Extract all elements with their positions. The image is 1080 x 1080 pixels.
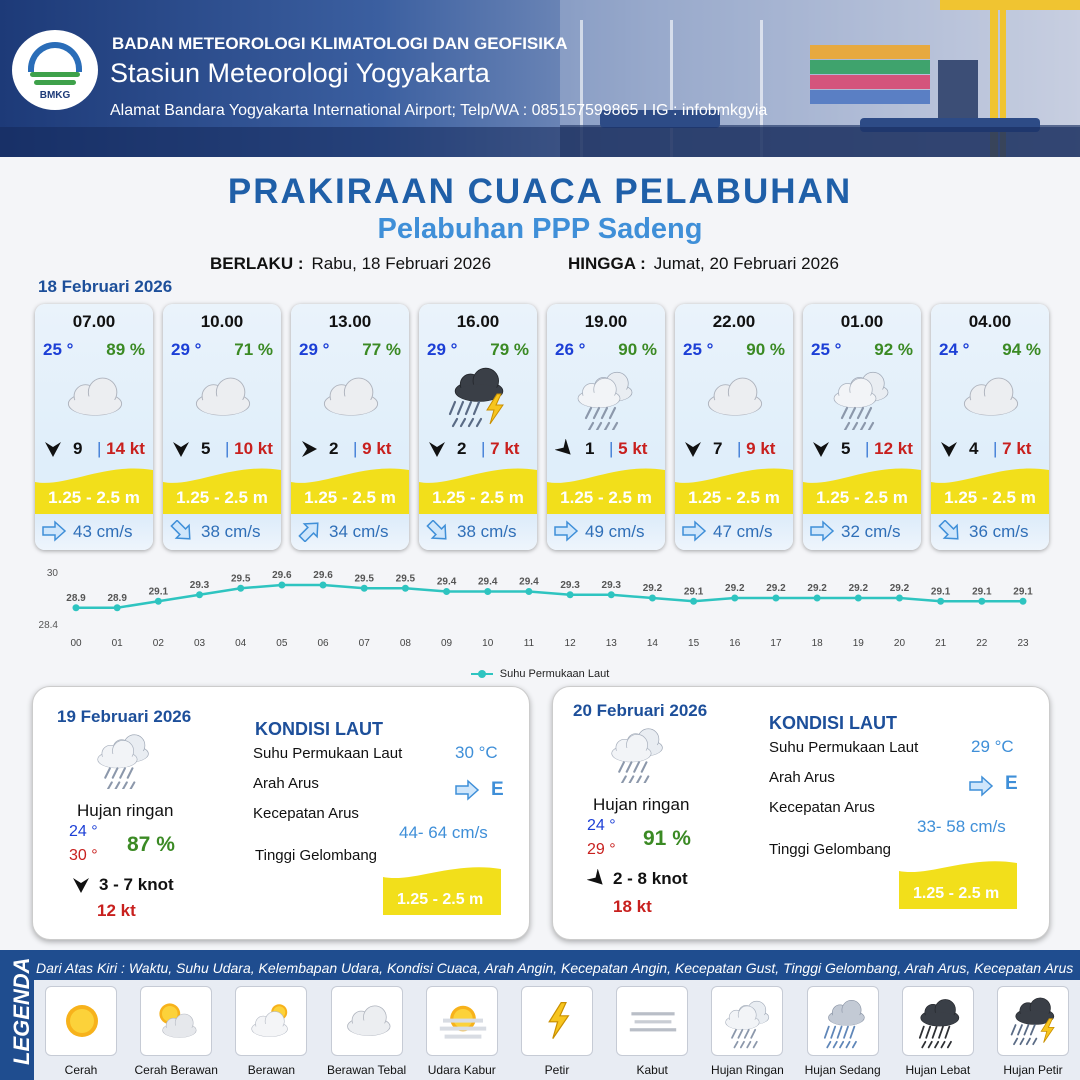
forecast-temp: 24 °	[939, 340, 970, 359]
x-tick-label: 11	[523, 638, 535, 649]
forecast-card	[35, 304, 153, 550]
x-tick-label: 15	[688, 638, 700, 649]
data-point	[73, 604, 80, 611]
hujan-ringan-icon	[720, 993, 776, 1049]
data-label: 29.1	[972, 586, 992, 598]
gelombang-label: Tinggi Gelombang	[769, 841, 892, 858]
wind-speed: 7	[713, 439, 723, 458]
series-line	[76, 585, 1023, 608]
wind-gust: | 12 kt	[865, 439, 913, 458]
panel-temp-max: 29 °	[587, 841, 616, 858]
wave-height: 1.25 - 2.5 m	[176, 488, 268, 507]
legend-item	[45, 986, 117, 1056]
current-speed: 32 cm/s	[841, 522, 901, 541]
hujan-petir-icon	[1006, 993, 1062, 1049]
legend-item	[426, 986, 498, 1056]
current-arrow-icon	[297, 520, 323, 542]
data-label: 29.1	[1013, 586, 1033, 598]
x-tick-label: 23	[1017, 638, 1029, 649]
forecast-temp: 25 °	[683, 340, 714, 359]
data-point	[525, 588, 532, 595]
forecast-temp: 29 °	[427, 340, 458, 359]
day1-date: 18 Februari 2026	[38, 277, 173, 296]
data-point	[978, 598, 985, 605]
hujan-ringan-icon	[827, 364, 897, 430]
forecast-temp: 25 °	[43, 340, 74, 359]
cerah-icon	[54, 993, 110, 1049]
current-arrow-icon	[809, 520, 835, 542]
legend-item-label: Hujan Sedang	[804, 1063, 881, 1077]
legend-item-label: Berawan Tebal	[327, 1063, 407, 1077]
forecast-humidity: 71 %	[234, 340, 273, 359]
data-point	[402, 585, 409, 592]
kondisi-laut-heading: KONDISI LAUT	[769, 713, 897, 733]
sst-label: Suhu Permukaan Laut	[769, 739, 919, 756]
forecast-humidity: 92 %	[874, 340, 913, 359]
current-arrow-icon	[453, 779, 481, 801]
data-point	[896, 595, 903, 602]
wave-height: 1.25 - 2.5 m	[816, 488, 908, 507]
wind-row	[939, 438, 1043, 460]
data-point	[114, 604, 121, 611]
current-speed: 47 cm/s	[713, 522, 773, 541]
wind-arrow-icon	[587, 869, 607, 889]
wind-row	[299, 438, 403, 460]
legend-vertical-label: LEGENDA	[9, 957, 34, 1065]
y-tick-label: 30	[46, 568, 58, 579]
legend-item-label: Udara Kabur	[427, 1063, 496, 1077]
panel-temp-min: 24 °	[69, 823, 98, 840]
x-tick-label: 01	[111, 638, 123, 649]
arus-label: Arah Arus	[769, 769, 835, 786]
legend-item-label: Petir	[544, 1063, 570, 1077]
wave-height: 1.25 - 2.5 m	[304, 488, 396, 507]
data-label: 29.2	[766, 583, 786, 594]
wind-row	[683, 438, 787, 460]
data-point	[196, 591, 203, 598]
kabut-icon	[625, 993, 681, 1049]
gelombang-value: 1.25 - 2.5 m	[913, 885, 1000, 902]
data-point	[155, 598, 162, 605]
forecast-time: 10.00	[200, 312, 244, 331]
data-label: 29.1	[148, 586, 169, 598]
data-point	[1020, 598, 1027, 605]
data-label: 29.6	[272, 570, 292, 581]
panel-condition: Hujan ringan	[593, 795, 690, 814]
current-speed: 43 cm/s	[73, 522, 133, 541]
data-point	[567, 591, 574, 598]
hujan-sedang-icon	[816, 993, 872, 1049]
forecast-card	[419, 304, 537, 550]
wind-arrow-icon	[171, 439, 191, 459]
wave-height: 1.25 - 2.5 m	[688, 488, 780, 507]
x-tick-label: 10	[482, 638, 494, 649]
forecast-card	[163, 304, 281, 550]
forecast-humidity: 90 %	[746, 340, 785, 359]
current-arrow-icon	[425, 520, 451, 542]
panel-temp-min: 24 °	[587, 817, 616, 834]
data-point	[649, 595, 656, 602]
sst-label: Suhu Permukaan Laut	[253, 745, 403, 762]
data-label: 29.3	[601, 579, 621, 591]
data-point	[237, 585, 244, 592]
wind-speed: 1	[585, 439, 595, 458]
bmkg-logo: BMKG	[12, 30, 98, 110]
legend-item-label: Kabut	[636, 1063, 668, 1077]
gelombang-label: Tinggi Gelombang	[255, 847, 378, 864]
panel-humidity: 87 %	[127, 833, 175, 856]
wind-gust: | 9 kt	[353, 439, 392, 458]
wind-gust: | 9 kt	[737, 439, 776, 458]
forecast-humidity: 90 %	[618, 340, 657, 359]
wind-arrow-icon	[71, 875, 91, 895]
x-tick-label: 06	[317, 638, 329, 649]
data-point	[855, 595, 862, 602]
panel-humidity: 91 %	[643, 827, 691, 850]
wind-arrow-icon	[811, 439, 831, 459]
forecast-time: 16.00	[456, 312, 500, 331]
sst-value: 29 °C	[971, 737, 1014, 756]
current-speed: 36 cm/s	[969, 522, 1029, 541]
kecepatan-value: 33- 58 cm/s	[917, 817, 1006, 836]
wind-gust: | 5 kt	[609, 439, 648, 458]
x-tick-label: 22	[976, 638, 988, 649]
hujan-petir-icon	[443, 364, 513, 430]
gelombang-value: 1.25 - 2.5 m	[397, 891, 484, 908]
data-point	[484, 588, 491, 595]
data-label: 29.3	[560, 579, 580, 591]
wind-arrow-icon	[939, 439, 959, 459]
data-label: 29.5	[230, 573, 251, 585]
legend-item	[331, 986, 403, 1056]
kondisi-laut-heading: KONDISI LAUT	[255, 719, 383, 739]
current-arrow-icon	[169, 520, 195, 542]
forecast-card	[547, 304, 665, 550]
data-point	[690, 598, 697, 605]
forecast-humidity: 77 %	[362, 340, 401, 359]
station-name: Stasiun Meteorologi Yogyakarta	[110, 58, 490, 88]
data-label: 29.1	[930, 586, 951, 598]
station-address: Alamat Bandara Yogyakarta International Airport; Telp/WA : 085157599865 I IG : infobmkgyia	[110, 102, 768, 119]
data-label: 29.2	[725, 583, 745, 594]
x-tick-label: 00	[70, 638, 82, 649]
wind-arrow-icon	[683, 439, 703, 459]
berawan-tebal-icon	[955, 364, 1025, 430]
data-point	[731, 595, 738, 602]
panel-date: 20 Februari 2026	[573, 701, 708, 720]
current-speed: 38 cm/s	[201, 522, 261, 541]
wind-row	[427, 438, 531, 460]
petir-icon	[530, 993, 586, 1049]
legend-marker-icon	[471, 673, 493, 675]
panel-date: 19 Februari 2026	[57, 707, 192, 726]
forecast-time: 04.00	[968, 312, 1012, 331]
forecast-humidity: 89 %	[106, 340, 145, 359]
data-point	[320, 582, 327, 589]
sst-value: 30 °C	[455, 743, 498, 762]
wind-speed: 4	[969, 439, 979, 458]
wind-gust: | 10 kt	[225, 439, 273, 458]
data-point	[814, 595, 821, 602]
legend-item-label: Cerah	[64, 1063, 98, 1077]
data-point	[361, 585, 368, 592]
forecast-time: 22.00	[712, 312, 756, 331]
x-tick-label: 09	[441, 638, 453, 649]
berawan-tebal-icon	[315, 364, 385, 430]
data-label: 29.2	[642, 583, 663, 594]
data-point	[278, 582, 285, 589]
berawan-tebal-icon	[699, 364, 769, 430]
panel-gust: 12 kt	[97, 901, 136, 920]
legend-description: Dari Atas Kiri : Waktu, Suhu Udara, Kelembapan Udara, Kondisi Cuaca, Arah Angin, Kecepatan Angin, Kecepatan Gust, Tinggi Gelombang, Arah Arus, Kecepatan Arus	[36, 960, 1074, 976]
legend-item	[235, 986, 307, 1056]
x-tick-label: 07	[358, 638, 370, 649]
forecast-time: 07.00	[72, 312, 116, 331]
y-tick-label: 28.4	[38, 620, 58, 631]
forecast-time: 19.00	[584, 312, 628, 331]
wind-gust: | 7 kt	[993, 439, 1032, 458]
panel-wind: 3 - 7 knot	[99, 875, 174, 894]
x-tick-label: 12	[564, 638, 576, 649]
wave-height: 1.25 - 2.5 m	[48, 488, 140, 507]
day-panel-1	[32, 686, 530, 940]
wind-speed: 5	[201, 439, 211, 458]
data-label: 29.2	[807, 583, 827, 594]
legend-item	[521, 986, 593, 1056]
data-point	[443, 588, 450, 595]
data-label: 29.4	[478, 576, 498, 588]
forecast-card	[803, 304, 921, 550]
x-tick-label: 21	[935, 638, 947, 649]
wind-row	[811, 438, 915, 460]
hujan-lebat-icon	[911, 993, 967, 1049]
agency-name: BADAN METEOROLOGI KLIMATOLOGI DAN GEOFISIKA	[112, 34, 568, 53]
data-label: 29.3	[189, 579, 210, 591]
x-tick-label: 13	[605, 638, 617, 649]
wave-height: 1.25 - 2.5 m	[944, 488, 1036, 507]
current-arrow-icon	[937, 520, 963, 542]
legend-item-label: Hujan Petir	[1003, 1063, 1063, 1077]
data-label: 28.9	[107, 592, 127, 604]
wind-row	[43, 438, 147, 460]
current-arrow-icon	[967, 775, 995, 797]
x-tick-label: 08	[399, 638, 411, 649]
data-point	[608, 591, 615, 598]
data-label: 29.2	[889, 583, 910, 594]
page-title: PRAKIRAAN CUACA PELABUHAN	[227, 172, 853, 211]
data-label: 29.4	[436, 576, 457, 588]
arus-label: Arah Arus	[253, 775, 319, 792]
valid-to: HINGGA : Jumat, 20 Februari 2026	[568, 254, 839, 273]
data-label: 29.4	[519, 576, 539, 588]
chart-legend: Suhu Permukaan Laut	[0, 668, 1080, 680]
forecast-card	[291, 304, 409, 550]
x-tick-label: 19	[852, 638, 864, 649]
legend-item	[807, 986, 879, 1056]
legend-item-label: Berawan	[247, 1063, 296, 1077]
forecast-temp: 29 °	[299, 340, 330, 359]
wind-arrow-icon	[555, 439, 575, 459]
x-tick-label: 20	[893, 638, 906, 649]
forecast-temp: 25 °	[811, 340, 842, 359]
data-point	[772, 595, 779, 602]
data-label: 29.6	[313, 570, 333, 581]
wind-speed: 5	[841, 439, 851, 458]
udara-kabur-icon	[435, 993, 491, 1049]
hujan-ringan-icon	[91, 727, 157, 789]
forecast-time: 13.00	[328, 312, 372, 331]
forecast-humidity: 94 %	[1002, 340, 1041, 359]
legend-item	[616, 986, 688, 1056]
current-arrow-icon	[41, 520, 67, 542]
x-tick-label: 17	[770, 638, 782, 649]
current-speed: 49 cm/s	[585, 522, 645, 541]
data-point	[937, 598, 944, 605]
current-speed: 38 cm/s	[457, 522, 517, 541]
header-banner	[0, 0, 1080, 157]
wind-arrow-icon	[299, 439, 319, 459]
kecepatan-label: Kecepatan Arus	[253, 805, 359, 822]
port-name: Pelabuhan PPP Sadeng	[377, 213, 703, 245]
legend-item	[902, 986, 974, 1056]
current-arrow-icon	[553, 520, 579, 542]
panel-temp-max: 30 °	[69, 847, 98, 864]
wind-row	[171, 438, 275, 460]
wind-arrow-icon	[43, 439, 63, 459]
arus-direction: E	[1005, 773, 1018, 794]
berawan-tebal-icon	[59, 364, 129, 430]
forecast-time: 01.00	[840, 312, 884, 331]
forecast-temp: 29 °	[171, 340, 202, 359]
data-label: 29.2	[848, 583, 869, 594]
wind-speed: 2	[329, 439, 339, 458]
cerah-berawan-icon	[149, 993, 205, 1049]
wind-arrow-icon	[427, 439, 447, 459]
forecast-humidity: 79 %	[490, 340, 529, 359]
hujan-ringan-icon	[605, 721, 671, 783]
legend-item-label: Cerah Berawan	[134, 1063, 218, 1077]
wave-height: 1.25 - 2.5 m	[432, 488, 524, 507]
panel-gust: 18 kt	[613, 897, 652, 916]
x-tick-label: 03	[193, 638, 206, 649]
wind-speed: 9	[73, 439, 83, 458]
wind-gust: | 7 kt	[481, 439, 520, 458]
x-tick-label: 14	[646, 638, 658, 649]
berawan-tebal-icon	[340, 993, 396, 1049]
x-tick-label: 16	[729, 638, 741, 649]
panel-condition: Hujan ringan	[77, 801, 174, 820]
day-panel-2	[552, 686, 1050, 940]
wave-height: 1.25 - 2.5 m	[560, 488, 652, 507]
data-label: 29.5	[395, 573, 416, 585]
x-tick-label: 04	[235, 638, 247, 649]
data-label: 29.5	[354, 573, 374, 585]
hujan-ringan-icon	[571, 364, 641, 430]
forecast-temp: 26 °	[555, 340, 586, 359]
legend-item	[997, 986, 1069, 1056]
kecepatan-value: 44- 64 cm/s	[399, 823, 488, 842]
x-tick-label: 02	[152, 638, 164, 649]
x-tick-label: 18	[811, 638, 823, 649]
legend-item	[140, 986, 212, 1056]
current-speed: 34 cm/s	[329, 522, 389, 541]
wind-gust: | 14 kt	[97, 439, 145, 458]
berawan-icon	[244, 993, 300, 1049]
forecast-card	[675, 304, 793, 550]
x-tick-label: 05	[276, 638, 288, 649]
data-label: 29.1	[683, 586, 704, 598]
current-arrow-icon	[681, 520, 707, 542]
data-label: 28.9	[66, 592, 86, 604]
wind-speed: 2	[457, 439, 467, 458]
arus-direction: E	[491, 779, 504, 800]
kecepatan-label: Kecepatan Arus	[769, 799, 875, 816]
header-floor-stripe	[0, 127, 1080, 157]
legend-item-label: Hujan Ringan	[711, 1063, 784, 1077]
valid-from: BERLAKU : Rabu, 18 Februari 2026	[210, 254, 492, 273]
panel-wind: 2 - 8 knot	[613, 869, 688, 888]
legend-item	[711, 986, 783, 1056]
wind-row	[555, 438, 659, 460]
forecast-card	[931, 304, 1049, 550]
berawan-tebal-icon	[187, 364, 257, 430]
legend-item-label: Hujan Lebat	[905, 1063, 971, 1077]
